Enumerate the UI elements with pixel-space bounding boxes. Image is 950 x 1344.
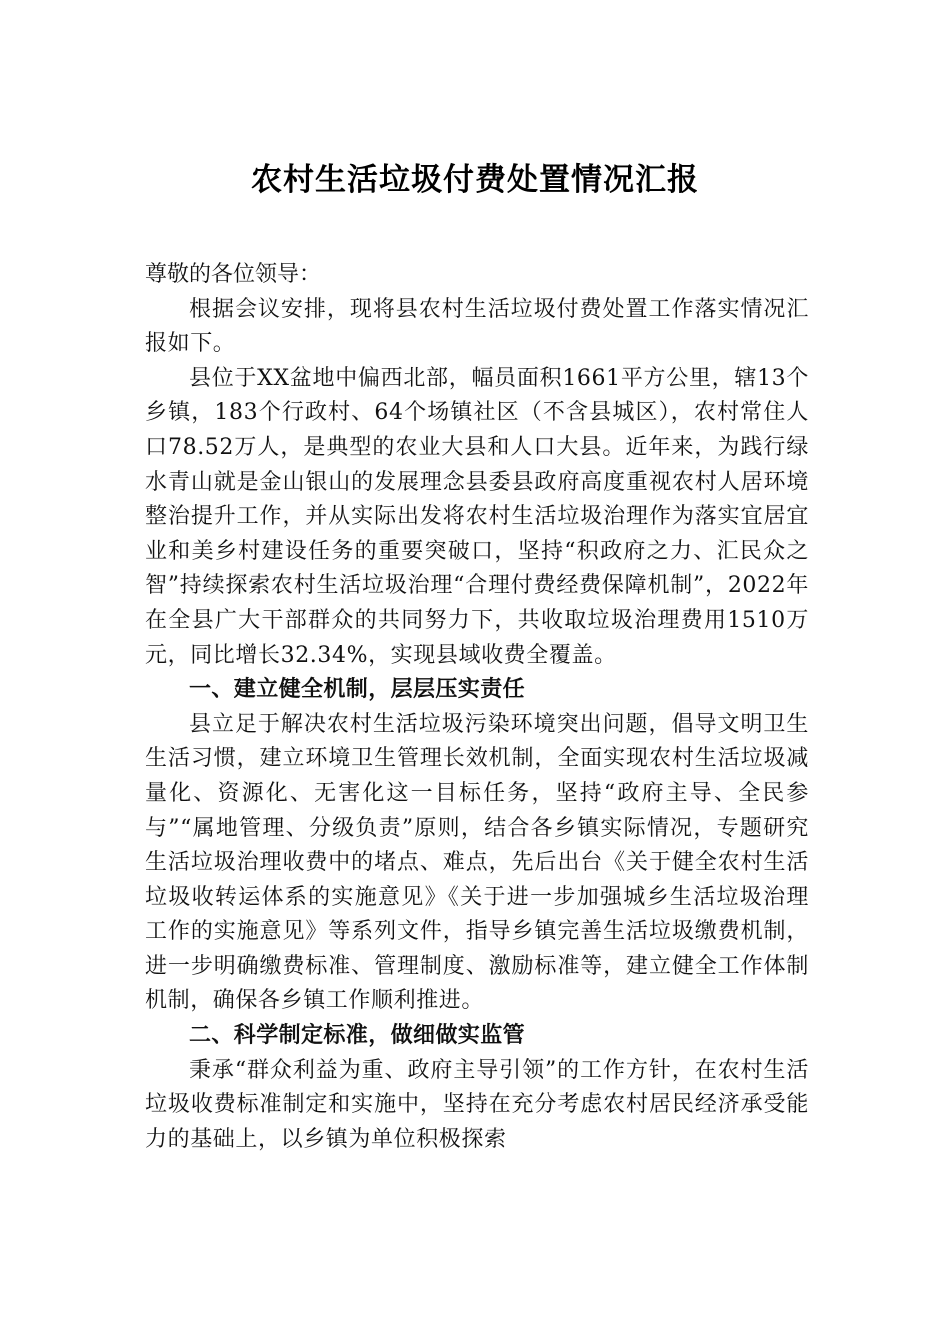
intro-paragraph: 根据会议安排，现将县农村生活垃圾付费处置工作落实情况汇报如下。 bbox=[145, 296, 809, 357]
overview-paragraph: 县位于XX盆地中偏西北部，幅员面积1661平方公里，辖13个乡镇，183个行政村、64个场镇社区（不含县城区），农村常住人口78.52万人，是典型的农业大县和人口大县。近年来，为践行绿水青山就是金山银山的发展理念县委县政府高度重视农村人居环境整治提升工作，并从实际出发将农村生活垃圾治理作为落实宜居宜业和美乡村建设任务的重要突破口，坚持“积政府之力、汇民众之智”持续探索农村生活垃圾治理“合理付费经费保障机制”，2022年在全县广大干部群众的共同努力下，共收取垃圾治理费用1510万元，同比增长32.34%，实现县域收费全覆盖。 bbox=[145, 365, 809, 668]
section-paragraph-2: 秉承“群众利益为重、政府主导引领”的工作方针，在农村生活垃圾收费标准制定和实施中，坚持在充分考虑农村居民经济承受能力的基础上，以乡镇为单位积极探索 bbox=[145, 1057, 809, 1152]
section-heading-1: 一、建立健全机制，层层压实责任 bbox=[189, 677, 526, 703]
salutation: 尊敬的各位领导： bbox=[145, 262, 322, 287]
section-heading-2: 二、科学制定标准，做细做实监管 bbox=[189, 1023, 526, 1049]
document-body bbox=[145, 258, 809, 1157]
document-title: 农村生活垃圾付费处置情况汇报 bbox=[251, 162, 699, 198]
section-paragraph-1: 县立足于解决农村生活垃圾污染环境突出问题，倡导文明卫生生活习惯，建立环境卫生管理长效机制，全面实现农村生活垃圾减量化、资源化、无害化这一目标任务，坚持“政府主导、全民参与”“属地管理、分级负责”原则，结合各乡镇实际情况，专题研究生活垃圾治理收费中的堵点、难点，先后出台《关于健全农村生活垃圾收转运体系的实施意见》《关于进一步加强城乡生活垃圾治理工作的实施意见》等系列文件，指导乡镇完善生活垃圾缴费机制，进一步明确缴费标准、管理制度、激励标准等，建立健全工作体制机制，确保各乡镇工作顺利推进。 bbox=[145, 711, 809, 1014]
